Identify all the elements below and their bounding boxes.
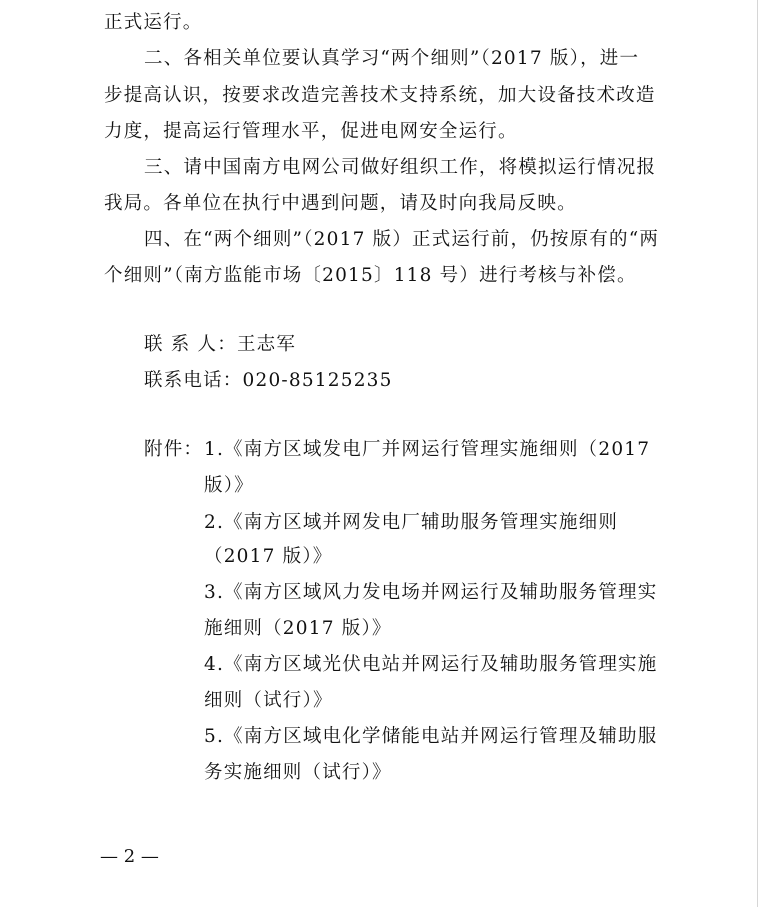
body-line: 正式运行。 (104, 12, 203, 33)
attachment-line: 细则（试行）》 (204, 690, 333, 711)
attachment-line: （2017 版）》 (204, 546, 333, 567)
attachment-line: 2.《南方区域并网发电厂辅助服务管理实施细则 (204, 512, 619, 533)
attachment-line: 施细则（2017 版）》 (204, 618, 392, 639)
attachment-line: 版）》 (204, 475, 254, 496)
body-line: 步提高认识，按要求改造完善技术支持系统，加大设备技术改造 (104, 85, 656, 106)
body-line: 个细则”（南方监能市场〔2015〕118 号）进行考核与补偿。 (104, 265, 637, 286)
page-number: — 2 — (100, 846, 159, 867)
attachment-line: 务实施细则（试行）》 (204, 762, 392, 783)
attachment-line: 5.《南方区域电化学储能电站并网运行管理及辅助服 (204, 726, 658, 747)
body-line: 三、请中国南方电网公司做好组织工作，将模拟运行情况报 (144, 157, 657, 178)
body-line: 四、在“两个细则”（2017 版）正式运行前，仍按原有的“两 (144, 229, 660, 250)
contact-person: 联 系 人：王志军 (144, 334, 297, 355)
attachment-line: 4.《南方区域光伏电站并网运行及辅助服务管理实施 (204, 654, 658, 675)
body-line: 力度，提高运行管理水平，促进电网安全运行。 (104, 121, 518, 142)
contact-phone: 联系电话：020-85125235 (144, 370, 393, 391)
body-line: 我局。各单位在执行中遇到问题，请及时向我局反映。 (104, 193, 577, 214)
attachment-line: 3.《南方区域风力发电场并网运行及辅助服务管理实 (204, 582, 658, 603)
page-border (757, 0, 758, 907)
body-line: 二、各相关单位要认真学习“两个细则”（2017 版），进一 (144, 48, 640, 69)
attachment-line: 1.《南方区域发电厂并网运行管理实施细则（2017 (204, 439, 651, 460)
attachments-label: 附件： (144, 439, 204, 460)
